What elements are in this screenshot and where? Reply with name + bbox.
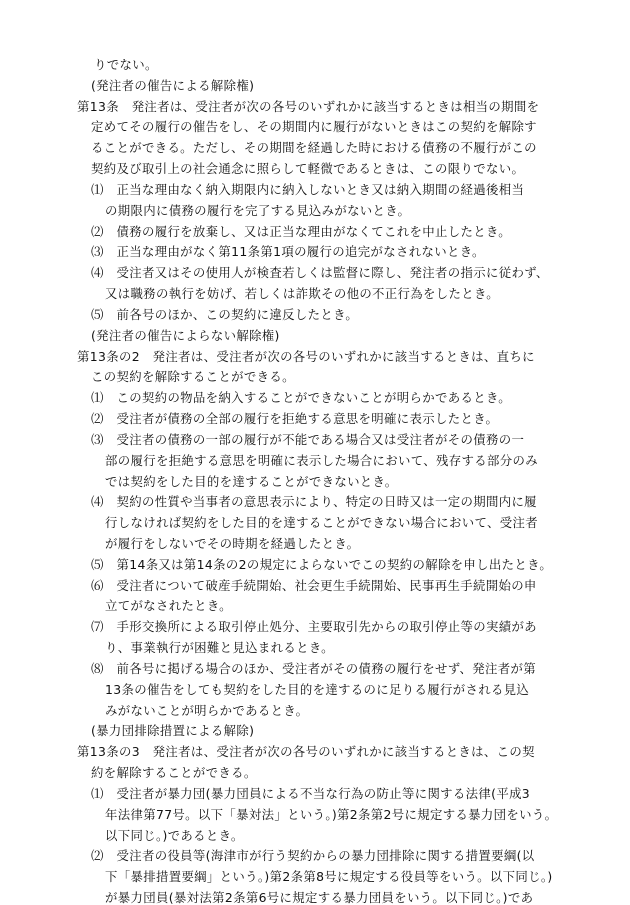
text-line: 立てがなされたとき。 <box>105 598 232 613</box>
section-heading: (暴力団排除措置による解除) <box>91 723 255 738</box>
list-item: ⑻ 前各号に掲げる場合のほか、受注者がその債務の履行をせず、発注者が第 <box>91 661 536 676</box>
list-item: ⑴ 正当な理由なく納入期限内に納入しないとき又は納入期間の経過後相当 <box>91 182 525 197</box>
text-line: では契約をした目的を達することができないとき。 <box>105 474 398 489</box>
text-line: の期限内に債務の履行を完了する見込みがないとき。 <box>105 203 411 218</box>
section-heading: (発注者の催告によらない解除権) <box>91 328 280 343</box>
text-line: 以下同じ。)であるとき。 <box>105 828 244 843</box>
list-item: ⑷ 受注者又はその使用人が検査若しくは監督に際し、発注者の指示に従わず、 <box>91 265 549 280</box>
text-line: 又は職務の執行を妨げ、若しくは詐欺その他の不正行為をしたとき。 <box>105 286 499 301</box>
text-line: が暴力団員(暴対法第2条第6号に規定する暴力団員をいう。以下同じ。)であ <box>105 890 534 905</box>
list-item: ⑸ 第14条又は第14条の2の規定によらないでこの契約の解除を申し出たとき。 <box>91 557 553 572</box>
text-line: ることができる。ただし、その期間を経過した時における債務の不履行がこの <box>91 140 537 155</box>
text-line: 行しなければ契約をした目的を達することができない場合において、受注者 <box>105 515 538 530</box>
list-item: ⑵ 債務の履行を放棄し、又は正当な理由がなくてこれを中止したとき。 <box>91 224 511 239</box>
list-item: ⑷ 契約の性質や当事者の意思表示により、特定の日時又は一定の期間内に履 <box>91 494 537 509</box>
text-line: 年法律第77号。以下「暴対法」という。)第2条第2号に規定する暴力団をいう。 <box>105 807 558 822</box>
text-line: この契約を解除することができる。 <box>91 369 295 384</box>
text-line: 定めてその履行の催告をし、その期間内に履行がないときはこの契約を解除す <box>91 119 537 134</box>
text-line: みがないことが明らかであるとき。 <box>105 703 309 718</box>
text-line: 部の履行を拒絶する意思を明確に表示した場合において、残存する部分のみ <box>105 453 538 468</box>
list-item: ⑵ 受注者の役員等(海津市が行う契約からの暴力団排除に関する措置要綱(以 <box>91 848 535 863</box>
list-item: ⑸ 前各号のほか、この契約に違反したとき。 <box>91 307 359 322</box>
list-item: ⑴ 受注者が暴力団(暴力団員による不当な行為の防止等に関する法律(平成3 <box>91 786 531 801</box>
text-line: 下「暴排措置要綱」という。)第2条第8号に規定する役員等をいう。以下同じ。) <box>105 869 553 884</box>
list-item: ⑶ 受注者の債務の一部の履行が不能である場合又は受注者がその債務の一 <box>91 432 525 447</box>
article-13-line: 第13条 発注者は、受注者が次の各号のいずれかに該当するときは相当の期間を <box>77 99 540 114</box>
text-line: 13条の催告をしても契約をした目的を達するのに足りる履行がされる見込 <box>105 682 530 697</box>
text-line: が履行をしないでその時期を経過したとき。 <box>105 536 360 551</box>
section-heading: (発注者の催告による解除権) <box>91 78 255 93</box>
list-item: ⑵ 受注者が債務の全部の履行を拒絶する意思を明確に表示したとき。 <box>91 411 499 426</box>
article-13-2-line: 第13条の2 発注者は、受注者が次の各号のいずれかに該当するときは、直ちに <box>77 349 535 364</box>
text-line: り、事業執行が困難と見込まれるとき。 <box>105 640 334 655</box>
list-item: ⑴ この契約の物品を納入することができないことが明らかであるとき。 <box>91 390 511 405</box>
article-13-3-line: 第13条の3 発注者は、受注者が次の各号のいずれかに該当するときは、この契 <box>77 744 535 759</box>
list-item: ⑶ 正当な理由がなく第11条第1項の履行の追完がなされないとき。 <box>91 244 485 259</box>
text-line: 約を解除することができる。 <box>91 765 257 780</box>
list-item: ⑺ 手形交換所による取引停止処分、主要取引先からの取引停止等の実績があ <box>91 619 537 634</box>
text-line: りでない。 <box>94 57 158 72</box>
text-line: 契約及び取引上の社会通念に照らして軽微であるときは、この限りでない。 <box>91 161 525 176</box>
list-item: ⑹ 受注者について破産手続開始、社会更生手続開始、民事再生手続開始の申 <box>91 578 537 593</box>
